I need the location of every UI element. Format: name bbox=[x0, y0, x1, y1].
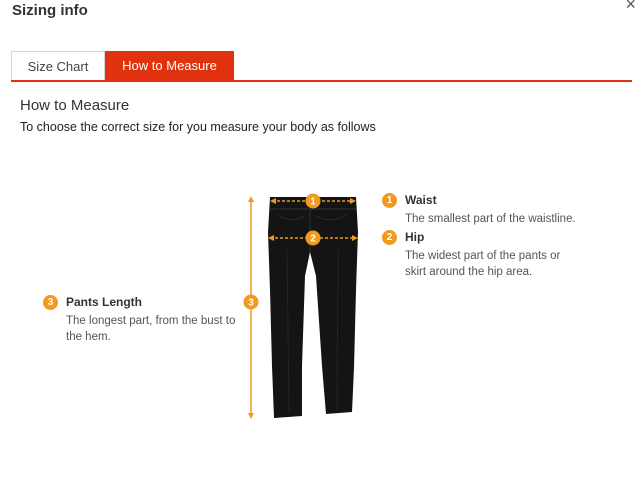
section-title: How to Measure bbox=[20, 97, 130, 114]
hip-label: Hip bbox=[405, 230, 425, 244]
waist-marker-number: 1 bbox=[310, 196, 316, 208]
hip-number-badge: 2 bbox=[382, 230, 397, 245]
pants-illustration bbox=[268, 197, 358, 418]
close-icon[interactable]: × bbox=[625, 0, 636, 14]
waist-label: Waist bbox=[405, 193, 437, 207]
pants-length-description: The longest part, from the bust to the hem. bbox=[66, 315, 236, 343]
length-marker-number: 3 bbox=[248, 297, 254, 309]
section-subtitle: To choose the correct size for you measure your body as follows bbox=[20, 120, 376, 134]
measurement-pants-length bbox=[43, 295, 248, 351]
tab-how-to-measure[interactable]: How to Measure bbox=[105, 51, 234, 80]
hip-description: The widest part of the pants or skirt around the hip area. bbox=[405, 250, 561, 278]
tab-size-chart[interactable]: Size Chart bbox=[11, 51, 105, 80]
pants-length-number-badge: 3 bbox=[43, 295, 58, 310]
dialog-title: Sizing info bbox=[12, 2, 88, 19]
waist-description: The smallest part of the waistline. bbox=[405, 213, 576, 225]
hip-marker-number: 2 bbox=[310, 233, 316, 245]
waist-number-badge: 1 bbox=[382, 193, 397, 208]
measurement-hip bbox=[382, 230, 602, 286]
pants-length-label: Pants Length bbox=[66, 295, 143, 309]
measurement-waist bbox=[382, 193, 602, 233]
